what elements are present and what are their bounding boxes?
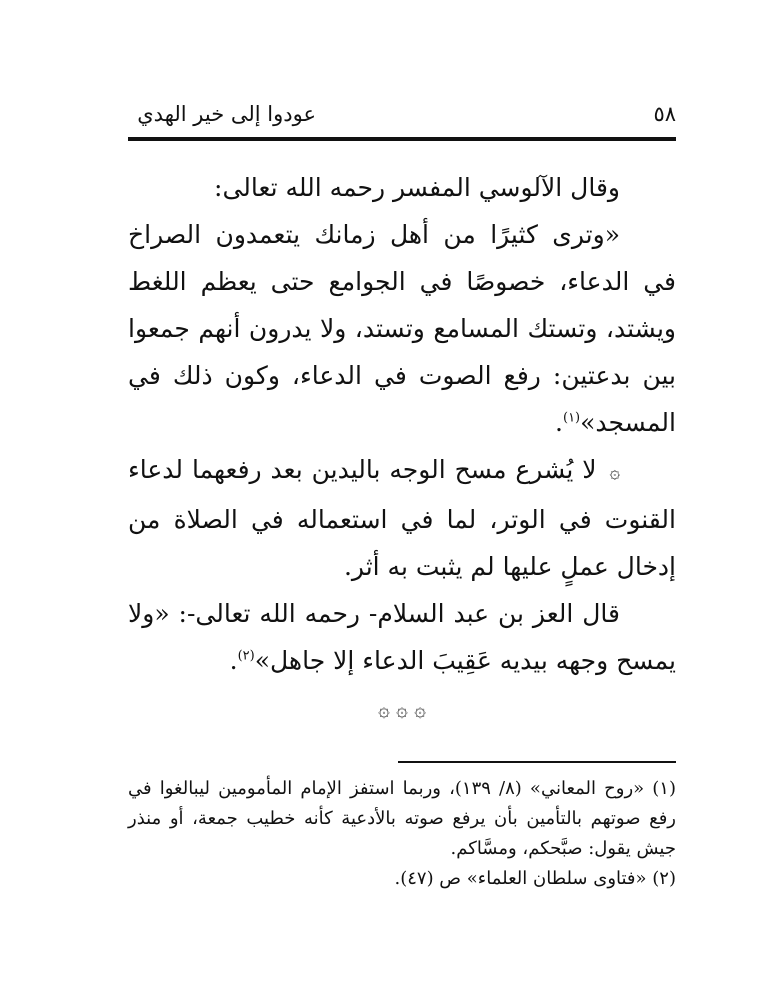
running-title: عودوا إلى خير الهدي	[137, 102, 316, 126]
paragraph-intro: وقال الآلوسي المفسر رحمه الله تعالى:	[214, 173, 620, 202]
section-ornament-icons: ۞ ۞ ۞	[378, 697, 426, 721]
izz-quote-end: .	[229, 646, 238, 675]
page-header	[128, 96, 676, 136]
flower-ornament-icon: ۞	[609, 462, 620, 483]
footnote-ref-1[interactable]: (١)	[562, 410, 581, 426]
paragraph-izz	[128, 590, 676, 684]
header-rule	[128, 137, 676, 141]
footnote-1: (١) «روح المعاني» (٨/ ١٣٩)، وربما استفز الإمام المأمومين ليبالغوا في رفع صوتهم بالتأمين بأن يرفع صوته بالأدعية كأنه خطيب جمعة، أو منذر جيش يقول: صبَّحكم، ومسَّاكم.	[128, 778, 676, 859]
footnotes	[128, 774, 676, 894]
footnote-separator	[398, 761, 676, 763]
footnote-2: (٢) «فتاوى سلطان العلماء» ص (٤٧).	[394, 868, 676, 889]
ruling-text: لا يُشرع مسح الوجه باليدين بعد رفعهما لدعاء القنوت في الوتر، لما في استعماله في الصلاة من إدخال عملٍ عليها لم يثبت به أثر.	[128, 455, 676, 581]
footnote-ref-2[interactable]: (٢)	[237, 648, 255, 664]
paragraph-ruling	[128, 446, 676, 590]
paragraph-quote	[128, 211, 676, 446]
quote-end: .	[555, 408, 563, 437]
quote-text: «وترى كثيرًا من أهل زمانك يتعمدون الصراخ في الدعاء، خصوصًا في الجوامع حتى يعظم اللغط ويشتد، وتستك المسامع وتستد، ولا يدرون أنهم جمعوا بين بدعتين: رفع الصوت في الدعاء، وكون ذلك في المسجد»	[128, 220, 676, 437]
izz-quote-text: قال العز بن عبد السلام- رحمه الله تعالى-: «ولا يمسح وجهه بيديه عَقِيبَ الدعاء إلا جاهل»	[128, 599, 676, 675]
page-number: ٥٨	[653, 102, 676, 126]
main-text	[128, 164, 676, 733]
